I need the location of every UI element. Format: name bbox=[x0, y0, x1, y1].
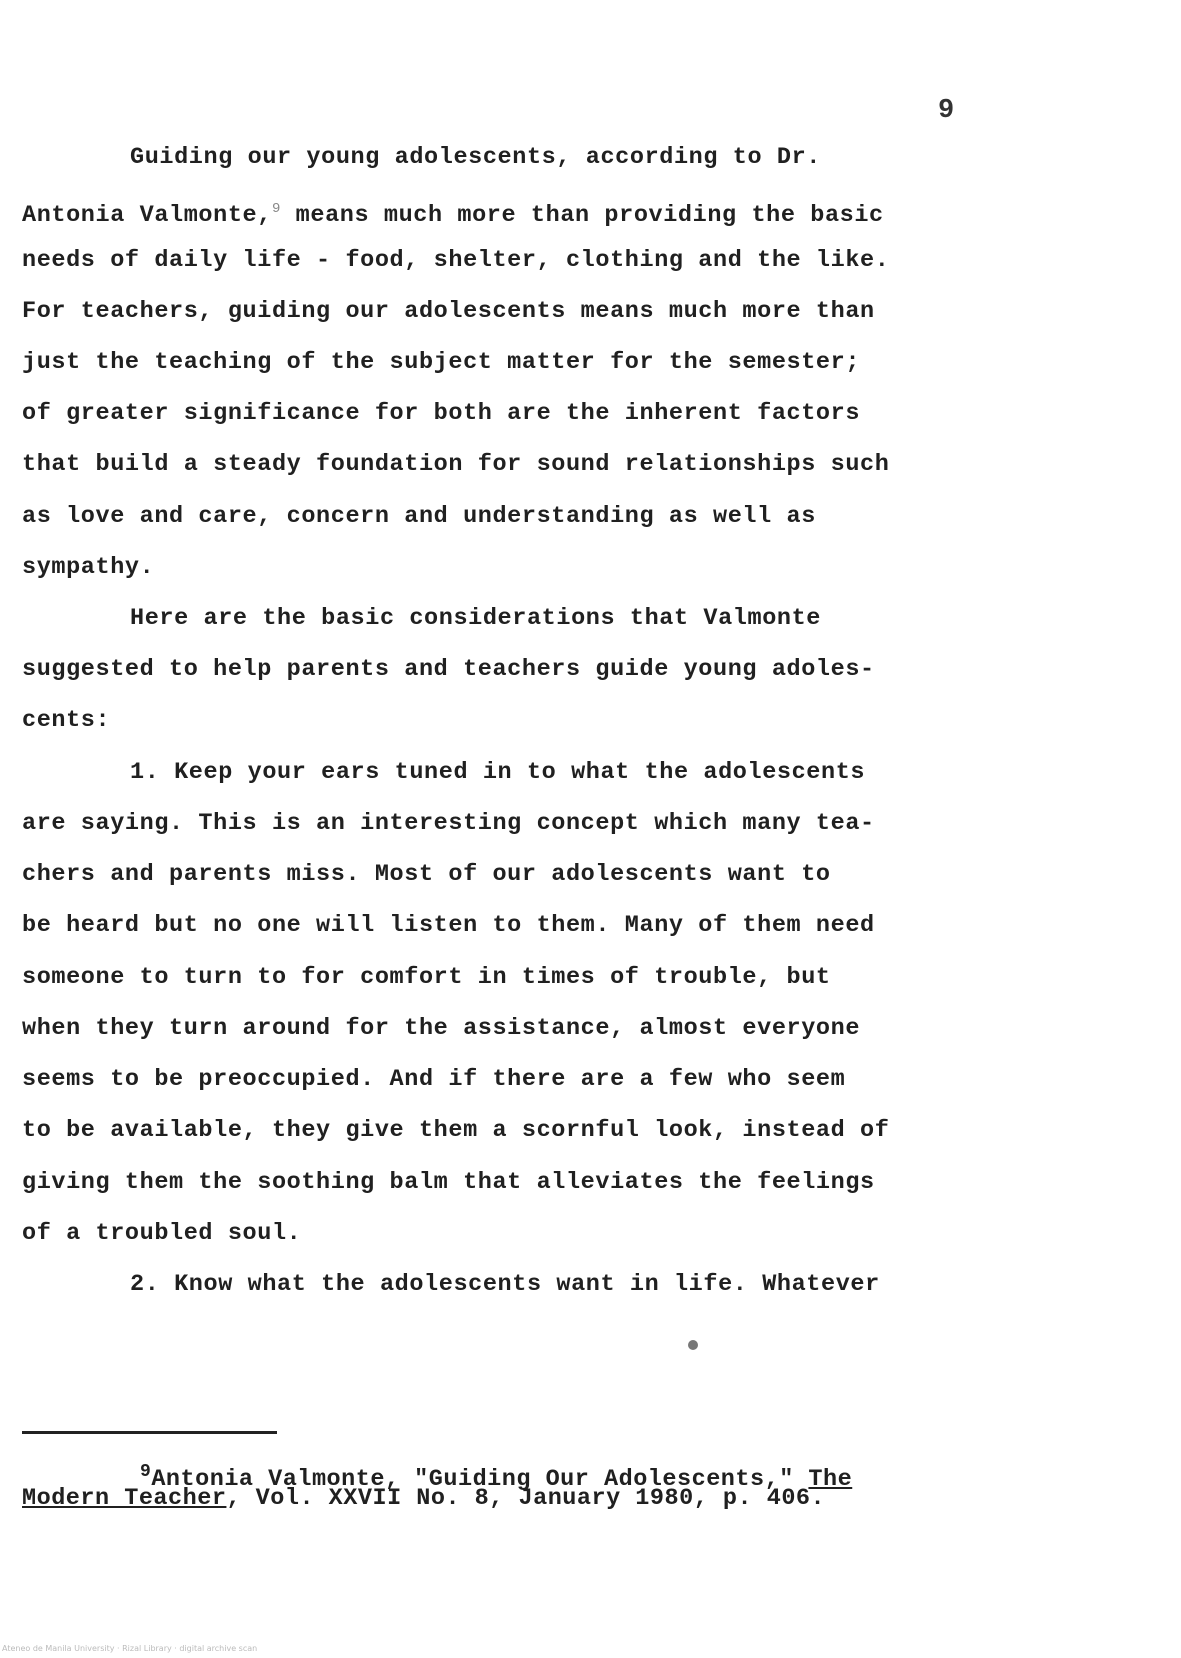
body-line-2 bbox=[22, 194, 884, 231]
footnote-citation-text: Antonia Valmonte, "Guiding Our Adolescents," bbox=[151, 1465, 809, 1493]
footnote-separator-rule bbox=[22, 1431, 277, 1434]
footnote-journal-title-part-2: Modern Teacher bbox=[22, 1485, 227, 1512]
body-line-12: cents: bbox=[22, 707, 111, 734]
footnote-journal-title-part-1: The bbox=[808, 1465, 853, 1493]
body-line-6: of greater significance for both are the inherent factors bbox=[22, 400, 861, 427]
ink-dot-mark bbox=[688, 1340, 698, 1350]
body-line-8: as love and care, concern and understanding as well as bbox=[22, 503, 816, 530]
list-item-1-line-9: giving them the soothing balm that alleviates the feelings bbox=[22, 1169, 875, 1196]
footnote-citation-details: , Vol. XXVII No. 8, January 1980, p. 406. bbox=[226, 1485, 826, 1512]
list-item-1-line-10: of a troubled soul. bbox=[22, 1220, 302, 1247]
list-item-1-line-4: be heard but no one will listen to them. Many of them need bbox=[22, 912, 875, 939]
footnote-line-2 bbox=[22, 1484, 825, 1514]
body-line-10: Here are the basic considerations that Valmonte bbox=[130, 605, 822, 632]
list-item-1-line-5: someone to turn to for comfort in times of trouble, but bbox=[22, 964, 831, 991]
body-line-2-end: means much more than providing the basic bbox=[295, 201, 884, 229]
list-item-1-line-1: 1. Keep your ears tuned in to what the adolescents bbox=[130, 759, 866, 786]
body-line-11: suggested to help parents and teachers guide young adoles- bbox=[22, 656, 875, 683]
scanner-footer-strip: Ateneo de Manila University · Rizal Library · digital archive scan bbox=[2, 1644, 258, 1653]
body-line-2-start: Antonia Valmonte, bbox=[22, 201, 272, 229]
list-item-1-line-7: seems to be preoccupied. And if there are a few who seem bbox=[22, 1066, 846, 1093]
body-line-1: Guiding our young adolescents, according to Dr. bbox=[130, 144, 822, 171]
body-line-7: that build a steady foundation for sound relationships such bbox=[22, 451, 890, 478]
list-item-1-line-3: chers and parents miss. Most of our adolescents want to bbox=[22, 861, 831, 888]
list-item-1-line-2: are saying. This is an interesting concept which many tea- bbox=[22, 810, 875, 837]
body-line-9: sympathy. bbox=[22, 554, 155, 581]
body-line-3: needs of daily life - food, shelter, clothing and the like. bbox=[22, 247, 890, 274]
list-item-2-line-1: 2. Know what the adolescents want in life. Whatever bbox=[130, 1271, 880, 1298]
page-number: 9 bbox=[938, 96, 955, 126]
footnote-number: 9 bbox=[140, 1462, 152, 1482]
body-line-5: just the teaching of the subject matter for the semester; bbox=[22, 349, 861, 376]
list-item-1-line-8: to be available, they give them a scornful look, instead of bbox=[22, 1117, 890, 1144]
footnote-reference: 9 bbox=[271, 201, 281, 217]
list-item-1-line-6: when they turn around for the assistance, almost everyone bbox=[22, 1015, 861, 1042]
body-line-4: For teachers, guiding our adolescents means much more than bbox=[22, 298, 875, 325]
